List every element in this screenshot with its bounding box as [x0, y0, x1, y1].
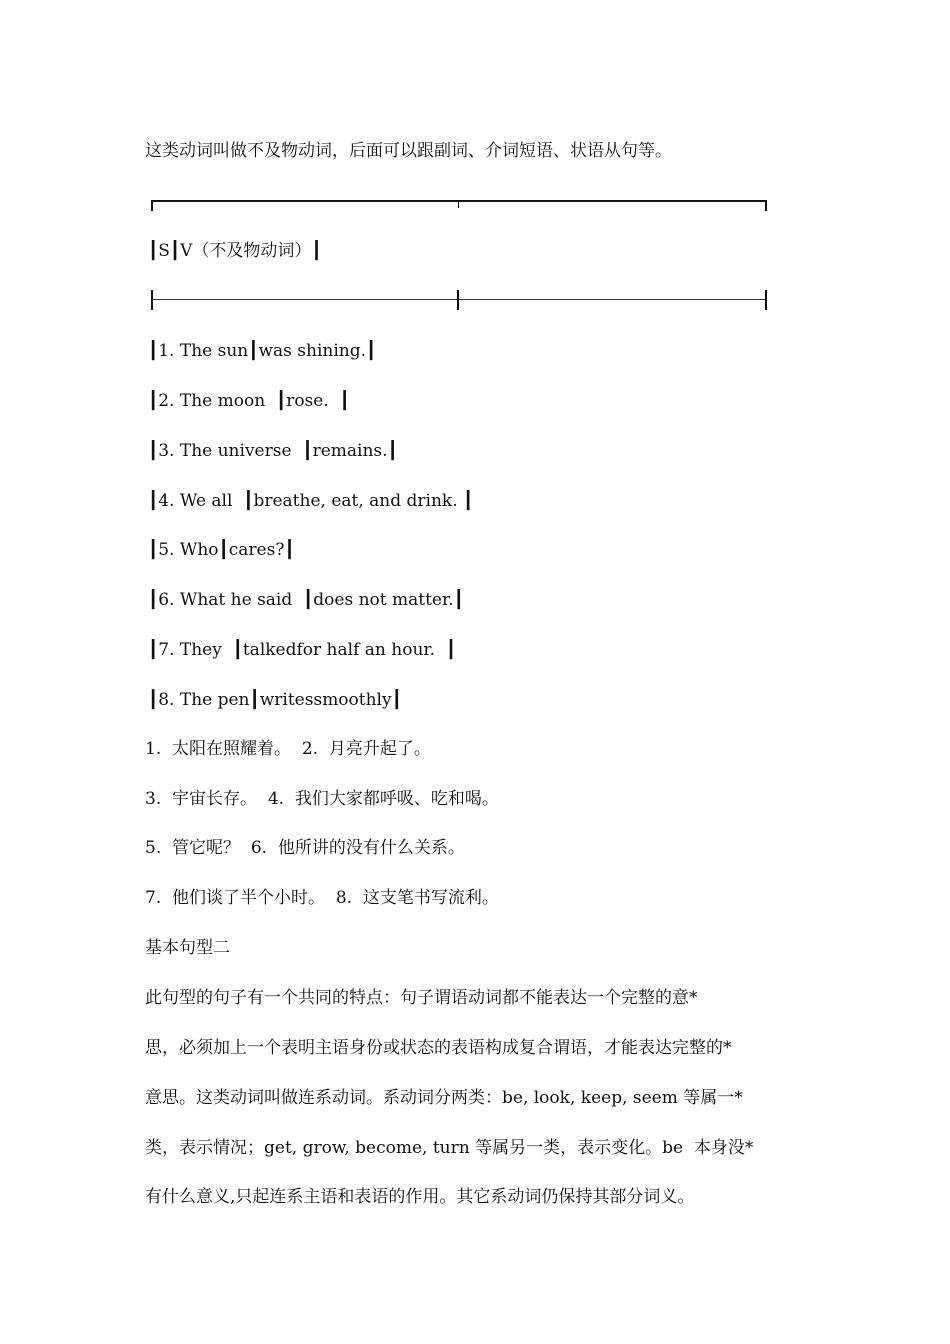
paragraph-line: 意思。这类动词叫做连系动词。系动词分两类：be, look, keep, seem 等属一*: [145, 1088, 743, 1108]
translation-line: 1. 太阳在照耀着。 2. 月亮升起了。: [145, 739, 431, 759]
table-row: ┃7. They ┃talkedfor half an hour. ┃: [148, 640, 457, 660]
paragraph-line: 思，必须加上一个表明主语身份或状态的表语构成复合谓语，才能表达完整的*: [145, 1038, 732, 1058]
table-middle-border: [151, 290, 767, 310]
table-row: ┃6. What he said ┃does not matter.┃: [148, 590, 464, 610]
table-row: ┃5. Who┃cares?┃: [148, 540, 295, 560]
table-row: ┃3. The universe ┃remains.┃: [148, 441, 398, 461]
translation-line: 7. 他们谈了半个小时。 8. 这支笔书写流利。: [145, 888, 499, 908]
paragraph-line: 此句型的句子有一个共同的特点：句子谓语动词都不能表达一个完整的意*: [145, 988, 698, 1008]
translation-line: 3. 宇宙长存。 4. 我们大家都呼吸、吃和喝。: [145, 789, 499, 809]
table-row: ┃4. We all ┃breathe, eat, and drink. ┃: [148, 491, 474, 511]
table-header: ┃S┃V（不及物动词）┃: [148, 241, 322, 261]
translation-line: 5. 管它呢？ 6. 他所讲的没有什么关系。: [145, 838, 465, 858]
table-row: ┃2. The moon ┃rose. ┃: [148, 391, 350, 411]
section-title: 基本句型二: [145, 938, 230, 958]
paragraph-line: 类，表示情况；get, grow, become, turn 等属另一类，表示变化。be 本身没*: [145, 1138, 754, 1158]
intro-text: 这类动词叫做不及物动词，后面可以跟副词、介词短语、状语从句等。: [145, 141, 672, 161]
table-top-border: [151, 200, 767, 212]
table-row: ┃8. The pen┃writessmoothly┃: [148, 690, 402, 710]
paragraph-line: 有什么意义,只起连系主语和表语的作用。其它系动词仍保持其部分词义。: [145, 1187, 695, 1207]
table-row: ┃1. The sun┃was shining.┃: [148, 341, 377, 361]
